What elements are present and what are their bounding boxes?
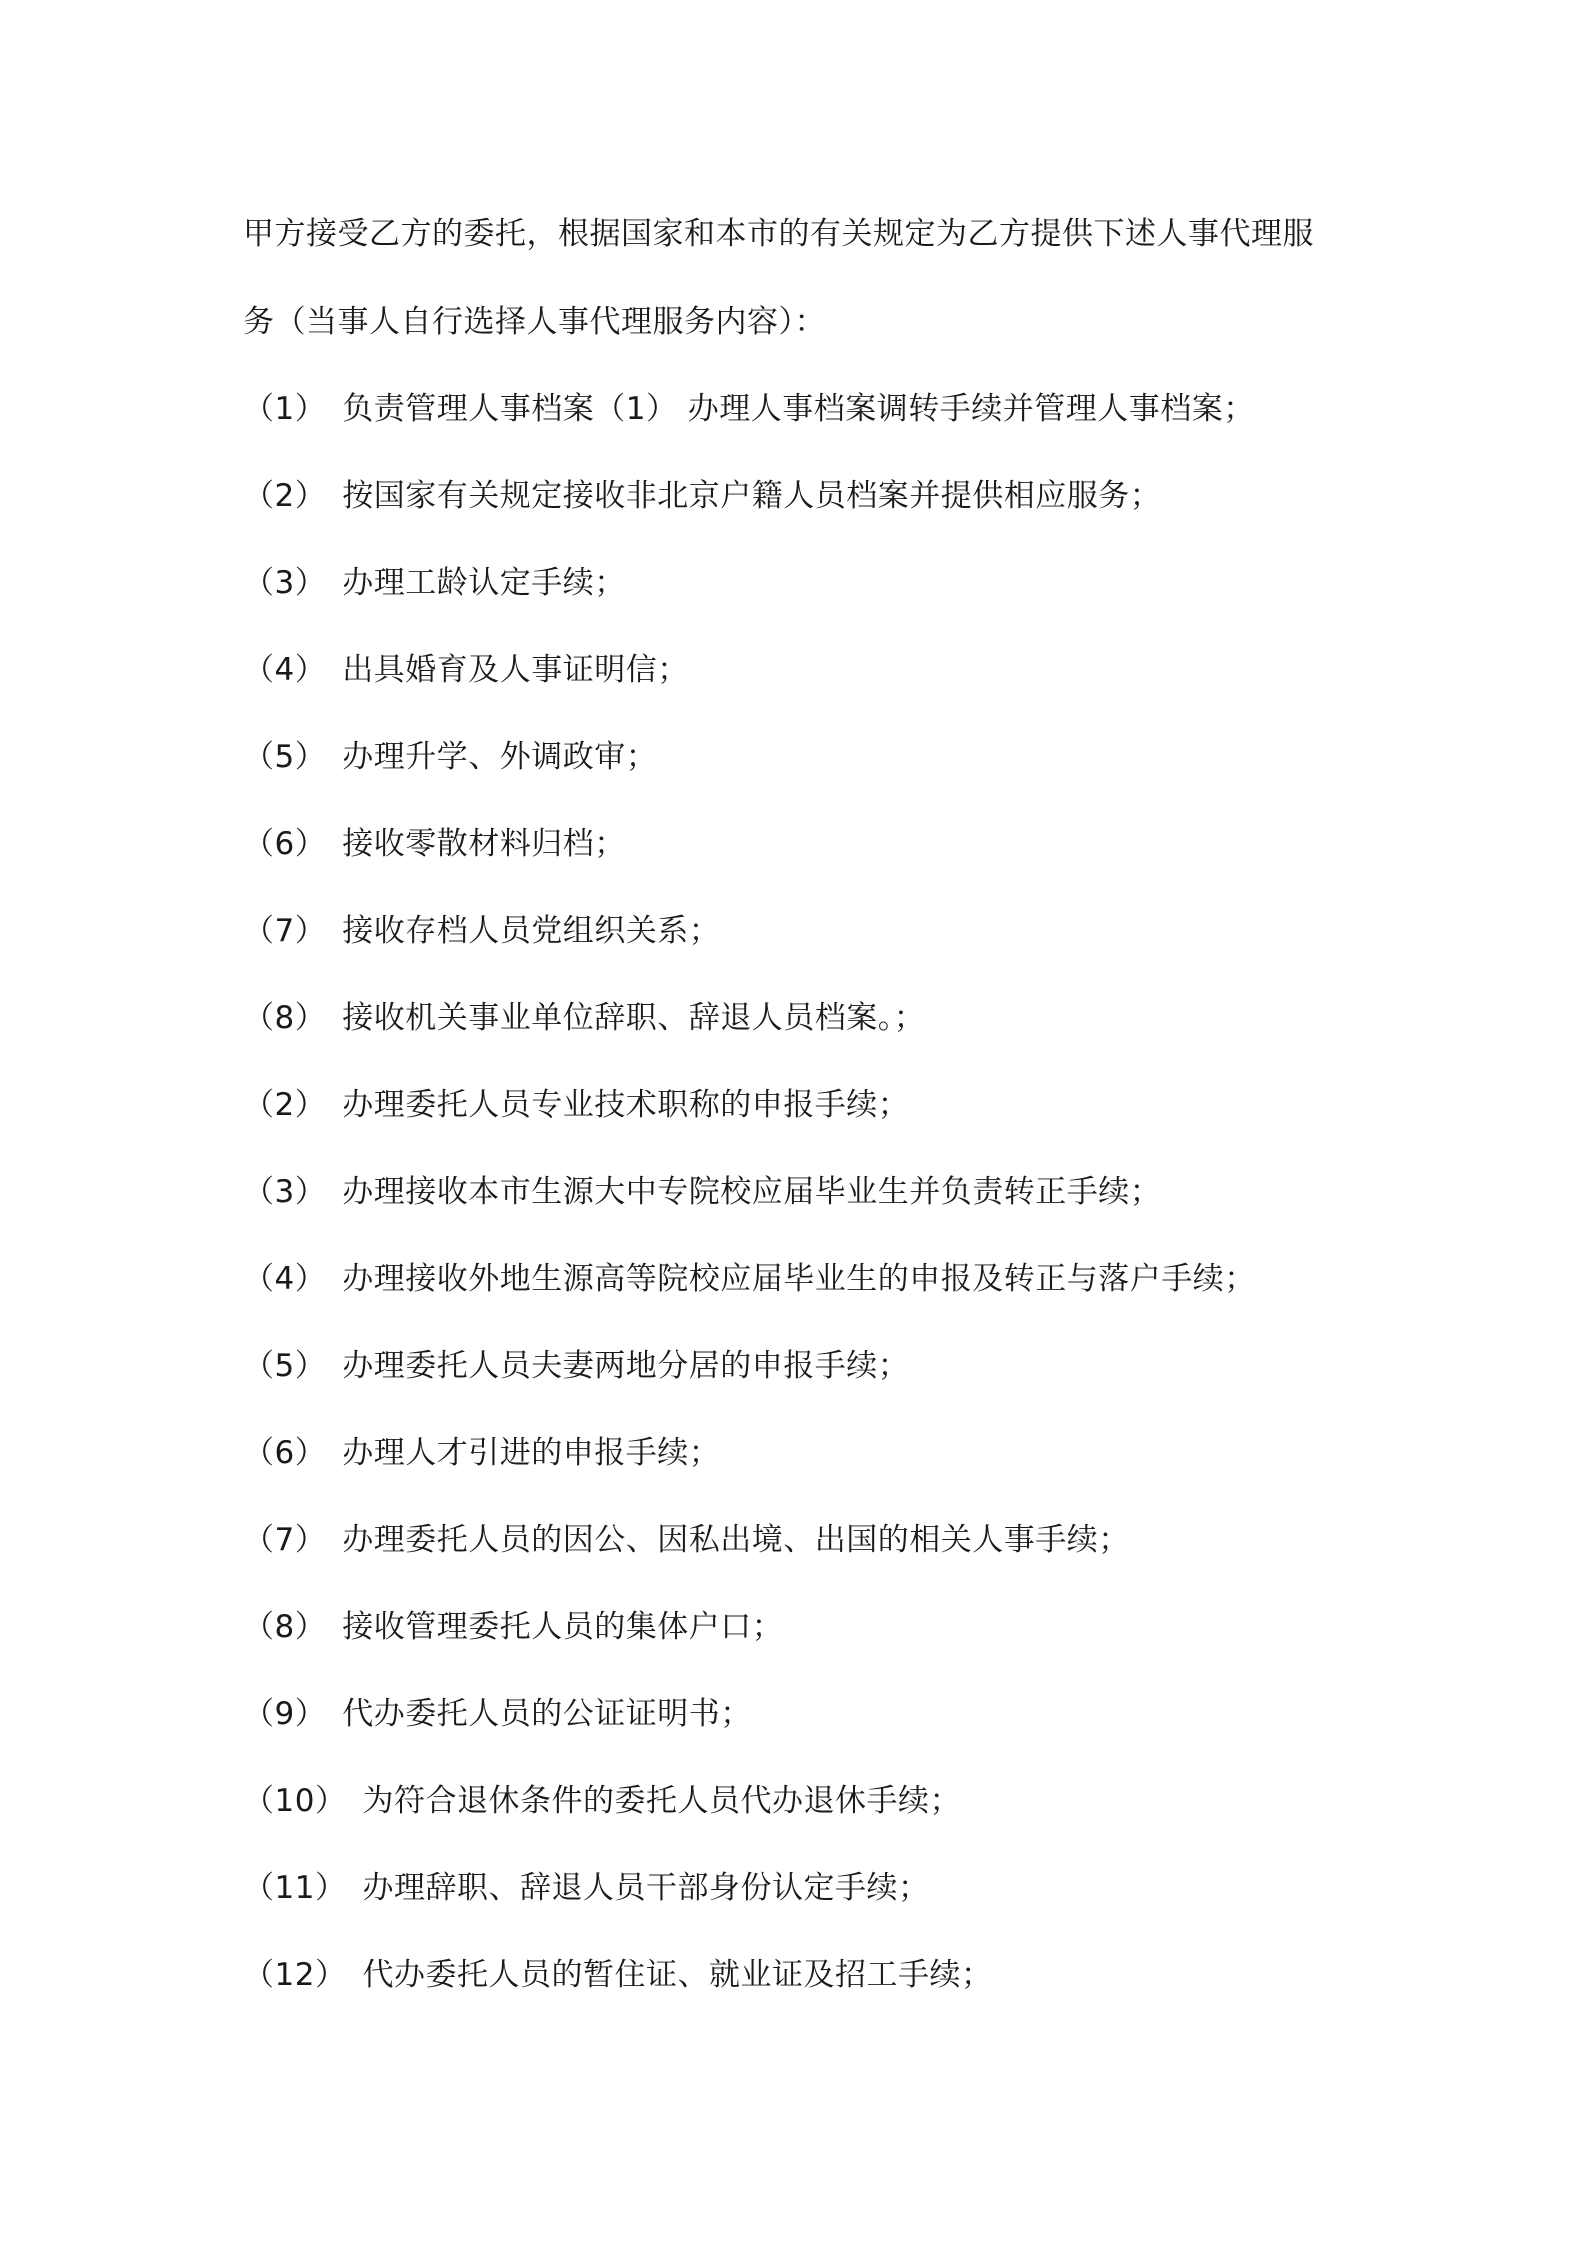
item-text: 办理委托人员专业技术职称的申报手续； <box>342 1087 910 1123</box>
item-text: 代办委托人员的公证证明书； <box>342 1696 752 1732</box>
item-number: （3） <box>243 1174 327 1210</box>
item-text: 接收机关事业单位辞职、辞退人员档案。； <box>342 1000 926 1036</box>
item-number: （2） <box>243 1087 327 1123</box>
item-number: （10） <box>243 1783 347 1819</box>
item-number: （1） <box>243 391 327 427</box>
item-number: （4） <box>243 1261 327 1297</box>
list-item <box>243 714 1353 801</box>
item-number: （8） <box>243 1000 327 1036</box>
list-item <box>243 975 1353 1062</box>
item-text: 办理委托人员的因公、因私出境、出国的相关人事手续； <box>342 1522 1130 1558</box>
item-text: 负责管理人事档案（1） 办理人事档案调转手续并管理人事档案； <box>342 391 1255 427</box>
item-number: （3） <box>243 565 327 601</box>
intro-line: 甲方接受乙方的委托，根据国家和本市的有关规定为乙方提供下述人事代理服 <box>243 216 1314 252</box>
item-number: （6） <box>243 1435 327 1471</box>
list-item <box>243 627 1353 714</box>
list-item <box>243 1932 1353 2019</box>
item-number: （5） <box>243 739 327 775</box>
service-list <box>243 366 1353 2019</box>
item-number: （7） <box>243 913 327 949</box>
item-text: 接收零散材料归档； <box>342 826 626 862</box>
item-number: （12） <box>243 1957 347 1993</box>
list-item <box>243 1497 1353 1584</box>
list-item <box>243 453 1353 540</box>
intro-paragraph <box>243 190 1353 366</box>
item-text: 接收管理委托人员的集体户口； <box>342 1609 784 1645</box>
item-number: （2） <box>243 478 327 514</box>
list-item <box>243 1323 1353 1410</box>
list-item <box>243 1410 1353 1497</box>
list-item <box>243 888 1353 975</box>
item-text: 办理委托人员夫妻两地分居的申报手续； <box>342 1348 910 1384</box>
list-item <box>243 1671 1353 1758</box>
item-text: 接收存档人员党组织关系； <box>342 913 721 949</box>
item-number: （7） <box>243 1522 327 1558</box>
list-item <box>243 540 1353 627</box>
item-text: 办理人才引进的申报手续； <box>342 1435 721 1471</box>
item-text: 出具婚育及人事证明信； <box>342 652 689 688</box>
item-number: （11） <box>243 1870 347 1906</box>
list-item <box>243 1584 1353 1671</box>
intro-line: 务（当事人自行选择人事代理服务内容）： <box>243 304 826 340</box>
item-text: 办理工龄认定手续； <box>342 565 626 601</box>
item-text: 为符合退休条件的委托人员代办退休手续； <box>362 1783 961 1819</box>
item-number: （8） <box>243 1609 327 1645</box>
list-item <box>243 1845 1353 1932</box>
list-item <box>243 801 1353 888</box>
item-number: （4） <box>243 652 327 688</box>
item-text: 办理升学、外调政审； <box>342 739 658 775</box>
item-text: 代办委托人员的暂住证、就业证及招工手续； <box>362 1957 993 1993</box>
item-number: （5） <box>243 1348 327 1384</box>
document-body <box>243 190 1353 2019</box>
item-text: 办理辞职、辞退人员干部身份认定手续； <box>362 1870 930 1906</box>
list-item <box>243 1149 1353 1236</box>
item-text: 办理接收本市生源大中专院校应届毕业生并负责转正手续； <box>342 1174 1162 1210</box>
item-number: （6） <box>243 826 327 862</box>
list-item <box>243 1758 1353 1845</box>
item-text: 办理接收外地生源高等院校应届毕业生的申报及转正与落户手续； <box>342 1261 1256 1297</box>
list-item <box>243 366 1353 453</box>
item-text: 按国家有关规定接收非北京户籍人员档案并提供相应服务； <box>342 478 1162 514</box>
list-item <box>243 1062 1353 1149</box>
item-number: （9） <box>243 1696 327 1732</box>
list-item <box>243 1236 1353 1323</box>
